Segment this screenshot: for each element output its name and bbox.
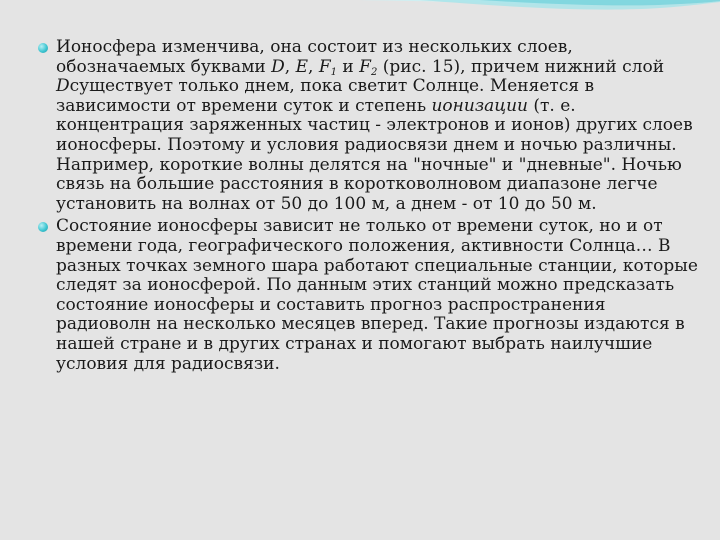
separator: и <box>337 56 360 77</box>
bullet-item-ionosphere-layers <box>36 38 704 214</box>
separator: , <box>284 56 296 77</box>
layer-letter: F <box>318 56 331 77</box>
bullet-item-ionosphere-state <box>36 217 704 374</box>
layer-subscript: 2 <box>370 66 378 78</box>
text-segment: Ионосфера изменчива, она состоит из нескольких слоев, обозначаемых буквами <box>56 37 573 77</box>
text-segment: (рис. 15), причем нижний слой <box>377 56 665 77</box>
slide-content <box>36 38 704 377</box>
layer-letter: F <box>359 56 371 77</box>
text-segment: Состояние ионосферы зависит не только от времени суток, но и от времени года, географического положения, активности Солнца… В разных точках земного шара работают специальные станции, которые следят за ионосферой. По данным этих станций можно предсказать состояние ионосферы и составить прогноз распространения радиоволн на несколько месяцев вперед. Такие прогнозы издаются в нашей стране и в других странах и помогают выбрать наилучшие условия для радиосвязи. <box>56 216 698 374</box>
bullet-dot-icon <box>38 222 48 232</box>
bullet-dot-icon <box>38 43 48 53</box>
text-segment: (т. е. концентрация заряженных частиц - электронов и ионов) других слоев ионосферы. Поэтому и условия радиосвязи днем и ночью различны. Например, короткие волны делятся на "ночные" и "дневные". Ночью связь на большие расстояния в коротковолновом диапазоне легче установить на волнах от 50 до 100 м, а днем - от 10 до 50 м. <box>56 95 693 214</box>
layer-letter: D <box>56 76 70 97</box>
text-segment: существует только днем, пока светит Солнце. Меняется в зависимости от времени суток и степень <box>56 76 595 116</box>
layer-letter: E <box>295 56 309 77</box>
emphasis-term: ионизации <box>431 95 528 116</box>
layer-letter: D <box>271 56 285 77</box>
separator: , <box>308 56 319 77</box>
layer-subscript: 1 <box>330 66 338 78</box>
decorative-wave <box>0 0 720 40</box>
